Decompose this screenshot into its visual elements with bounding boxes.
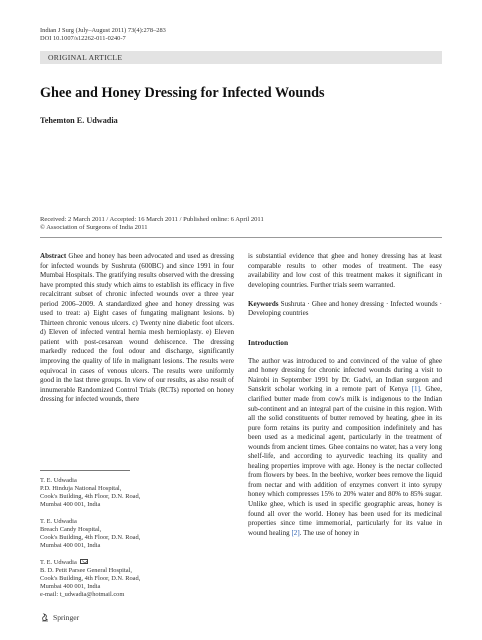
abstract-cont-line: availability and low cost of this treatment makes it significant	[248, 271, 434, 280]
citation-link[interactable]: [1]	[411, 385, 420, 394]
abstract-line: Eight cases of fungating malignant lesions. b) Thirteen chronic	[40, 309, 235, 327]
intro-line: part of Kenya [1]. Ghee, clarified butter made from cow's	[248, 385, 443, 404]
abstract-line: Ghee and honey has been advocated and used as	[68, 252, 209, 260]
affiliation-line: Mumbai 400 001, India	[40, 542, 101, 550]
abstract-cont-line: least comparable results to other modes of treatment. The easy	[248, 252, 443, 270]
abstract-line: equivocal in cases of venous ulcers. The results were	[40, 366, 203, 375]
intro-line: ghee and honey dressing for chronic infected wounds	[248, 356, 442, 375]
article-type-label: ORIGINAL ARTICLE	[48, 53, 123, 62]
journal-citation: Indian J Surg (July–August 2011) 73(4):278–283	[40, 27, 166, 34]
journal-header	[40, 27, 166, 43]
abstract-line: with post-cesarean wound dehiscence. The dressing markedly	[40, 337, 234, 356]
intro-line: for its value in wound healing [2]. The use of honey in	[248, 519, 442, 537]
header-divider	[40, 237, 442, 238]
author-name: Tehemton E. Udwadia	[40, 116, 118, 125]
intro-line: honey is found all over the world. Honey has been used for	[248, 500, 443, 518]
intro-line: The author was introduced to and convinced of the value of	[248, 356, 426, 365]
article-title: Ghee and Honey Dressing for Infected Wounds	[40, 85, 325, 101]
abstract-line: aims to establish its efficacy in five recalcitrant subset of	[40, 280, 235, 299]
affiliation-line: Cook's Building, 4th Floor, D.N. Road,	[40, 534, 141, 542]
abstract-line: reduced the foul odour and discharge, significantly improving	[40, 347, 234, 366]
affiliation-line: Cook's Building, 4th Floor, D.N. Road,	[40, 575, 141, 583]
abstract-paragraph	[40, 252, 234, 405]
intro-line: form retains its purity and composition indefinitely and has	[263, 423, 443, 432]
introduction-body	[248, 357, 442, 538]
article-type-banner	[40, 51, 442, 64]
copyright-line: © Association of Surgeons of India 2011	[40, 224, 148, 232]
left-column	[40, 252, 234, 405]
affiliation-line: T. E. Udwadia	[40, 518, 77, 525]
affiliation-line: P.D. Hinduja National Hospital,	[40, 485, 122, 493]
received-accepted-line: Received: 2 March 2011 / Accepted: 16 March 2011 / Published online: 6 April 2011	[40, 216, 264, 223]
affiliation-line: Cook's Building, 4th Floor, D.N. Road,	[40, 493, 141, 501]
abstract-line: infected ventral hernia mesh hernioplasty. e) Eleven patient	[40, 328, 234, 346]
intro-line: worker bees remove the liquid from nectar and with	[248, 471, 443, 489]
abstract-line: chronic infected wounds over a three year period 2006–2009.	[40, 290, 234, 308]
abstract-continuation	[248, 252, 442, 290]
affiliation-line: T. E. Udwadia	[40, 477, 77, 484]
affiliation-line: Mumbai 400 001, India	[40, 583, 101, 591]
abstract-cont-line: is substantial evidence that ghee and honey dressing has at	[248, 252, 426, 260]
affiliation-1	[40, 477, 230, 509]
affiliation-3	[40, 559, 230, 599]
springer-logo-icon	[40, 612, 50, 622]
doi: DOI 10.1007/s12262-011-0240-7	[40, 35, 126, 43]
abstract-line: (RCTs) reported on honey dressing for infected wounds, there	[40, 385, 234, 404]
intro-line: a very long shelf-life, and according to ayurvedic teaching	[248, 442, 443, 461]
citation-link[interactable]: [2]	[291, 528, 300, 537]
abstract-line: uniformly good in the last three groups. In view of our results,	[40, 366, 234, 385]
abstract-cont-line: in developing countries. Further trials seem warranted.	[248, 271, 442, 289]
affiliation-divider	[40, 470, 130, 471]
affiliation-line: T. E. Udwadia	[40, 559, 77, 566]
intro-line: integral part of the cuisine in this region. With all the solid	[248, 404, 442, 423]
abstract-line: observed with the dressing have prompted this study which	[40, 271, 235, 289]
intro-line: during a visit to Nairobi in September 1991 by Dr. Gadvi,	[248, 366, 442, 384]
keywords-line: Sushruta · Ghee and honey dressing · Infected	[280, 299, 414, 308]
publication-dates	[40, 216, 264, 233]
publisher-name: Springer	[53, 612, 80, 622]
abstract-line: as also result of innumerable Randomized Control Trials	[40, 376, 234, 394]
abstract-line: venous ulcers. c) Twenty nine diabetic foot ulcers. d) Eleven of	[40, 318, 234, 337]
page-footer	[40, 612, 79, 622]
keywords-paragraph	[248, 300, 442, 319]
intro-line: of wounds from ancient times. Ghee contains no water, has	[248, 433, 442, 451]
keywords-label: Keywords	[248, 299, 279, 308]
intro-line: milk is indigenous to the Indian sub-continent and an	[248, 395, 443, 413]
keywords-line: wounds · Developing countries	[248, 299, 443, 318]
right-column	[248, 252, 442, 538]
affiliation-line: B. D. Petit Parsee General Hospital,	[40, 567, 132, 575]
abstract-line: dressing for infected wounds by Sushruta (600BC) and since	[40, 252, 235, 270]
envelope-icon	[80, 559, 88, 565]
affiliation-2	[40, 518, 230, 550]
intro-line: its quality and healing properties improve with age. Honey	[248, 452, 443, 470]
intro-line: constituents of butter removed by heating, ghee in its pure	[248, 414, 442, 432]
intro-line: compresses 15% to 20% water and 80% to 85% sugar.	[286, 490, 442, 499]
intro-line: an Indian surgeon and Sanskrit scholar working in a remote	[248, 375, 442, 394]
abstract-line: A standardized ghee and honey dressing was used to treat: a)	[40, 299, 234, 318]
intro-line: been used as a medicinal agent, particularly in the treatment	[248, 433, 433, 442]
affiliation-line: Breach Candy Hospital,	[40, 526, 102, 534]
affiliation-line: Mumbai 400 001, India	[40, 501, 101, 509]
introduction-heading: Introduction	[248, 337, 289, 347]
intro-line: Unlike ghee, which is used in specific geographic areas,	[248, 500, 415, 509]
abstract-body	[40, 252, 234, 403]
intro-line: addition of enzymes convert it into syrupy honey which	[248, 480, 442, 499]
intro-line: its medicinal properties since time immemorial, particularly	[248, 509, 442, 528]
intro-line: is the nectar collected from flowers by bees. In the beehive,	[248, 461, 442, 480]
abstract-line: the quality of life in malignant lesions. The results were	[71, 357, 234, 366]
abstract-label: Abstract	[40, 252, 67, 260]
email-address[interactable]: e-mail: t_udwadia@hotmail.com	[40, 591, 125, 599]
affiliation-author-row	[40, 559, 230, 567]
abstract-line: 1991 in four Mumbai Hospitals. The gratifying results	[40, 261, 234, 280]
